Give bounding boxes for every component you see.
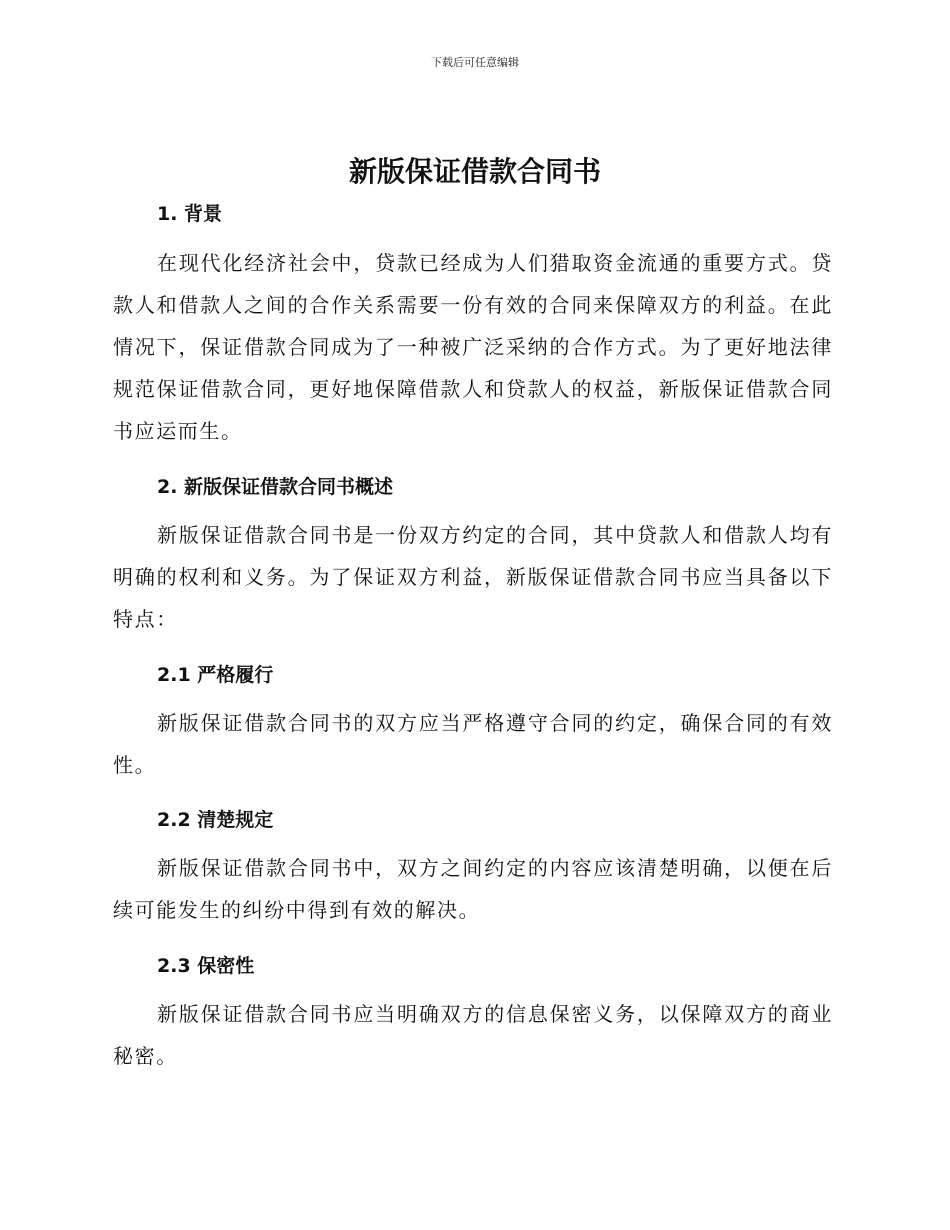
- section-paragraph-confidentiality: 新版保证借款合同书应当明确双方的信息保密义务，以保障双方的商业秘密。: [113, 1002, 833, 1068]
- section-heading-overview: 2. 新版保证借款合同书概述: [157, 476, 394, 498]
- section-heading-confidentiality: 2.3 保密性: [157, 955, 255, 977]
- section-heading-clear-provisions: 2.2 清楚规定: [157, 809, 274, 831]
- section-heading-background: 1. 背景: [157, 203, 223, 225]
- header-note: 下载后可任意编辑: [431, 56, 519, 69]
- section-paragraph-strict-performance: 新版保证借款合同书的双方应当严格遵守合同的约定，确保合同的有效性。: [113, 711, 833, 777]
- section-heading-strict-performance: 2.1 严格履行: [157, 664, 274, 686]
- section-paragraph-clear-provisions: 新版保证借款合同书中，双方之间约定的内容应该清楚明确，以便在后续可能发生的纠纷中得到有效的解决。: [113, 856, 833, 922]
- document-title: 新版保证借款合同书: [348, 155, 601, 188]
- section-paragraph-background: 在现代化经济社会中，贷款已经成为人们猎取资金流通的重要方式。贷款人和借款人之间的合作关系需要一份有效的合同来保障双方的利益。在此情况下，保证借款合同成为了一种被广泛采纳的合作方式。为了更好地法律规范保证借款合同，更好地保障借款人和贷款人的权益，新版保证借款合同书应运而生。: [113, 251, 833, 443]
- section-paragraph-overview: 新版保证借款合同书是一份双方约定的合同，其中贷款人和借款人均有明确的权利和义务。为了保证双方利益，新版保证借款合同书应当具备以下特点：: [113, 523, 833, 631]
